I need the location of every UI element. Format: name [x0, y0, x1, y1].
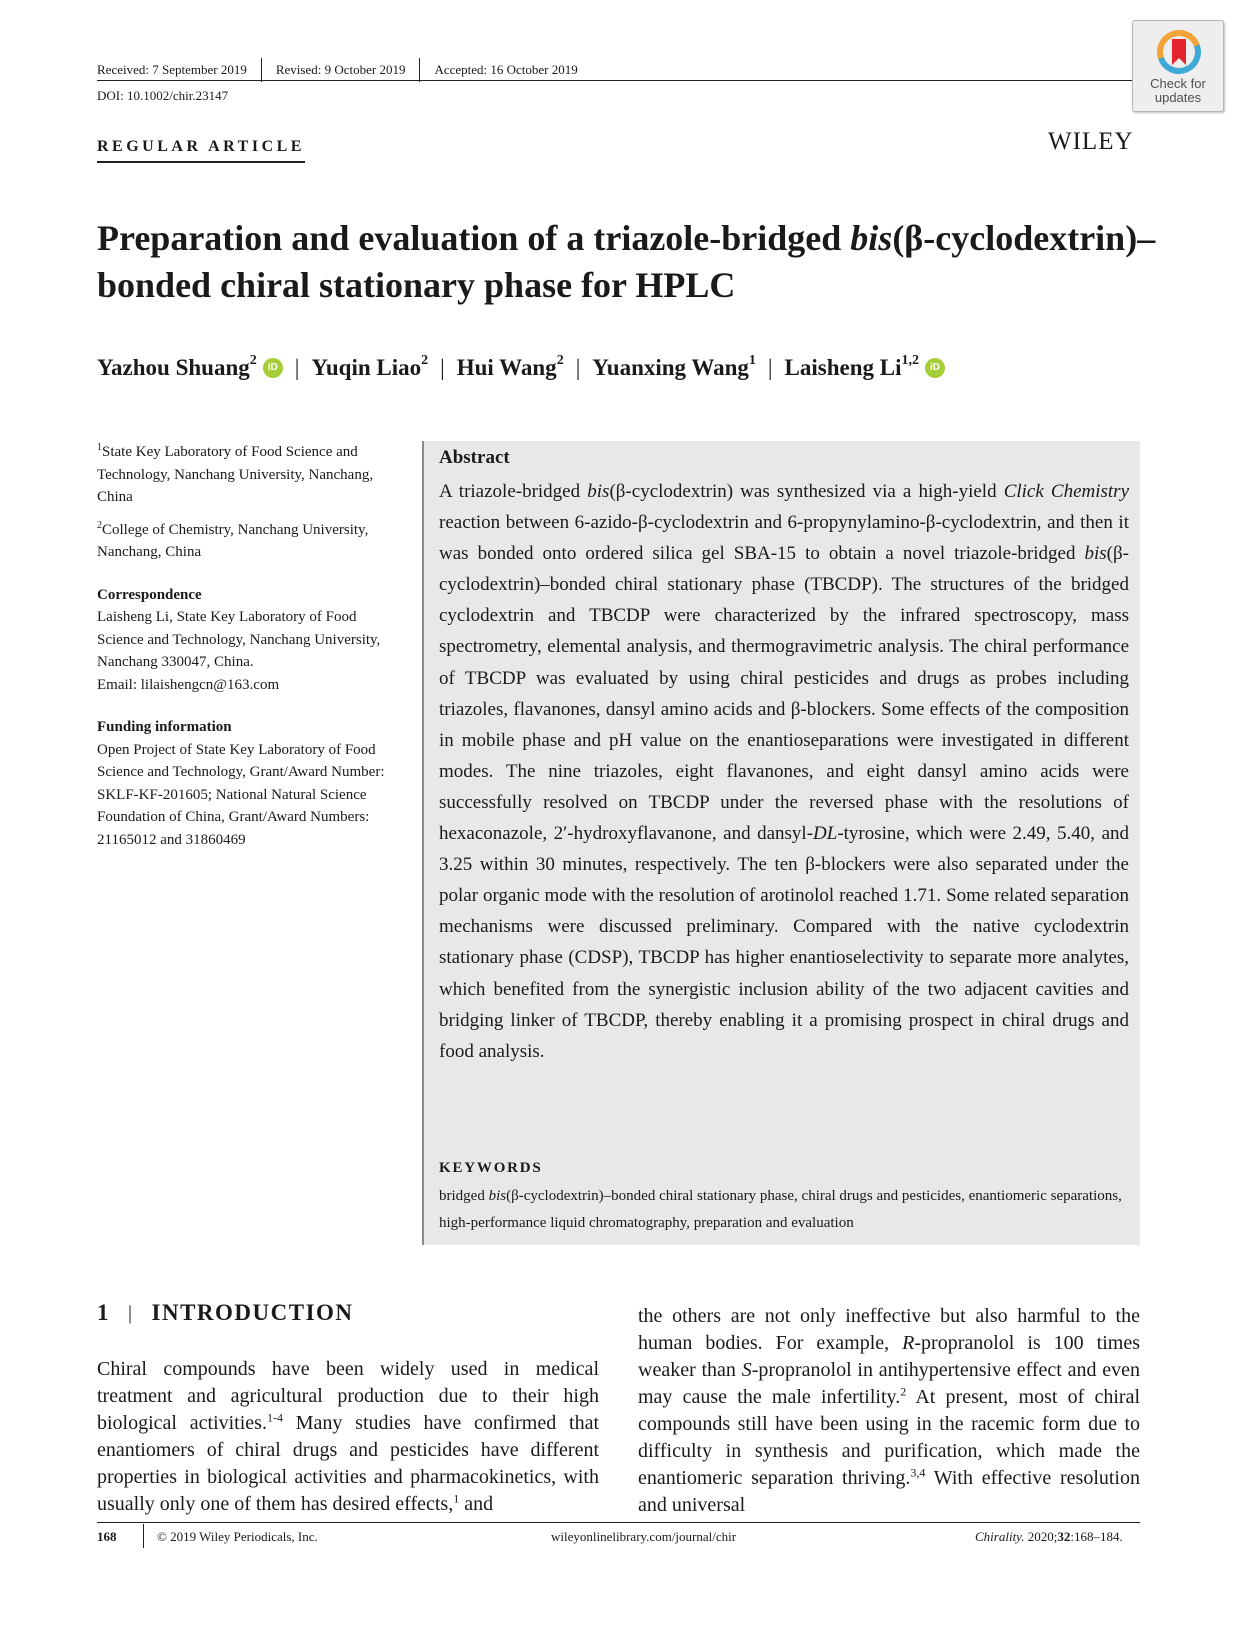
abstract-heading: Abstract	[439, 447, 510, 468]
abstract-text: A triazole-bridged bis(β-cyclodextrin) was synthesized via a high-yield Click Chemistry reaction between 6-azido-β-cyclodextrin and 6-propynylamino-β-cyclodextrin, and then it was bonded onto ordered silica gel SBA-15 to obtain a novel triazole-bridged bis(β-cyclodextrin)–bonded chiral stationary phase (TBCDP). The structures of the bridged cyclodextrin and TBCDP were characterized by the infrared spectroscopy, mass spectrometry, elemental analysis, and thermogravimetric analysis. The chiral performance of TBCDP was evaluated by using chiral pesticides and drugs as probes including triazoles, flavanones, dansyl amino acids and β-blockers. Some effects of the composition in mobile phase and pH value on the enantioseparations were investigated in different modes. The nine triazoles, eight flavanones, and eight dansyl amino acids were successfully resolved on TBCDP under the reversed phase with the resolutions of hexaconazole, 2′-hydroxyflavanone, and dansyl-DL-tyrosine, which were 2.49, 5.40, and 3.25 within 30 minutes, respectively. The ten β-blockers were also separated under the polar organic mode with the resolution of arotinolol reached 1.71. Some related separation mechanisms were discussed preliminary. Compared with the native cyclodextrin stationary phase (CDSP), TBCDP has higher enantioselectivity to separate more analytes, which benefited from the synergistic inclusion ability of the two adjacent cavities and bridging linker of TBCDP, thereby enabling it a promising prospect in chiral drugs and food analysis.	[439, 481, 1130, 1062]
title-part1: Preparation and evaluation of a triazole-bridged	[97, 218, 851, 258]
citation[interactable]: 1-4	[266, 1410, 283, 1425]
author-separator: |	[767, 355, 773, 380]
author-list	[97, 355, 1197, 381]
orcid-icon[interactable]: iD	[263, 358, 283, 378]
page-number: 168	[97, 1529, 117, 1544]
footer-divider	[143, 1524, 144, 1548]
affiliation-1: $^1$State Key Laboratory of Food Science and Technology, Nanchang University, Nanchang, China	[97, 442, 374, 505]
title-part2: (β-cyclodextrin)–bonded chiral stationary phase for HPLC	[97, 218, 1156, 305]
badge-text-line2: updates	[1154, 90, 1202, 105]
author-1[interactable]: Yazhou Shuang$^2$	[97, 353, 257, 380]
section-separator: |	[128, 1301, 134, 1324]
section-number: 1	[97, 1300, 110, 1325]
copyright: © 2019 Wiley Periodicals, Inc.	[157, 1529, 318, 1544]
author-separator: |	[575, 355, 581, 380]
journal-url[interactable]: wileyonlinelibrary.com/journal/chir	[551, 1529, 737, 1544]
author-3[interactable]: Hui Wang$^2$	[456, 353, 564, 380]
author-2[interactable]: Yuqin Liao$^2$	[311, 353, 429, 380]
received-date: Received: 7 September 2019	[97, 62, 247, 77]
badge-text-line1: Check for	[1150, 76, 1206, 91]
revised-date: Revised: 9 October 2019	[275, 62, 406, 77]
section-title: INTRODUCTION	[151, 1300, 354, 1325]
citation[interactable]: 1	[453, 1491, 460, 1506]
citation[interactable]: 2	[900, 1384, 907, 1399]
footer-rule	[97, 1522, 1140, 1523]
author-separator: |	[294, 355, 300, 380]
funding-heading: Funding information	[97, 719, 232, 735]
intro-column-2: the others are not only ineffective but also harmful to the human bodies. For example, R-propranolol is 100 times weaker than S-propranolol in antihypertensive effect and even may cause the male infertility.$^2$ At present, most of chiral compounds still have been using in the racemic form due to difficulty in synthesis and purification, which made the enantiomeric separation thriving.$^{3,4}$ With effective resolution and universal	[638, 1305, 1141, 1516]
correspondence-text: Laisheng Li, State Key Laboratory of Food Science and Technology, Nanchang University, Nanchang 330047, China.	[97, 609, 381, 670]
publisher-logo: WILEY	[1048, 128, 1134, 155]
author-4[interactable]: Yuanxing Wang$^1$	[592, 353, 756, 380]
funding-text: Open Project of State Key Laboratory of Food Science and Technology, Grant/Award Number: SKLF-KF-201605; National Natural Science Foundation of China, Grant/Award Numbers: 21165012 and 31860469	[97, 741, 385, 848]
doi[interactable]: DOI: 10.1002/chir.23147	[97, 88, 229, 103]
section-label: REGULAR ARTICLE	[97, 138, 305, 163]
author-5[interactable]: Laisheng Li$^{1,2}$	[784, 353, 919, 380]
keywords-text: bridged bis(β-cyclodextrin)–bonded chiral stationary phase, chiral drugs and pesticides, enantiomeric separations, high-performance liquid chromatography, preparation and evaluation	[439, 1188, 1122, 1231]
intro-column-1: Chiral compounds have been widely used in medical treatment and agricultural production due to their high biological activities.$^{1-4}$ Many studies have confirmed that enantiomers of chiral drugs and pesticides have different properties in biological activities and pharmacokinetics, with usually only one of them has desired effects,$^1$ and	[97, 1358, 599, 1515]
correspondence-email[interactable]: Email: lilaishengcn@163.com	[97, 676, 280, 693]
accepted-date: Accepted: 16 October 2019	[434, 62, 578, 77]
affiliation-2: $^2$College of Chemistry, Nanchang University, Nanchang, China	[97, 519, 369, 560]
article-title	[97, 215, 1157, 309]
check-for-updates-icon	[1154, 27, 1204, 77]
title-italic: bis	[850, 218, 893, 258]
header-rule	[97, 80, 1137, 81]
citation[interactable]: 3,4	[910, 1465, 926, 1480]
abstract-box	[422, 441, 1140, 1245]
keywords-heading: KEYWORDS	[439, 1160, 543, 1176]
article-dates	[97, 58, 592, 82]
check-for-updates-badge[interactable]	[1132, 20, 1224, 112]
author-separator: |	[440, 355, 445, 380]
correspondence-heading: Correspondence	[97, 586, 202, 603]
orcid-icon[interactable]: iD	[925, 358, 945, 378]
introduction-heading	[97, 1300, 354, 1326]
journal-citation: Chirality. 2020;32:168–184.	[975, 1529, 1123, 1544]
article-info-sidebar	[97, 437, 397, 851]
